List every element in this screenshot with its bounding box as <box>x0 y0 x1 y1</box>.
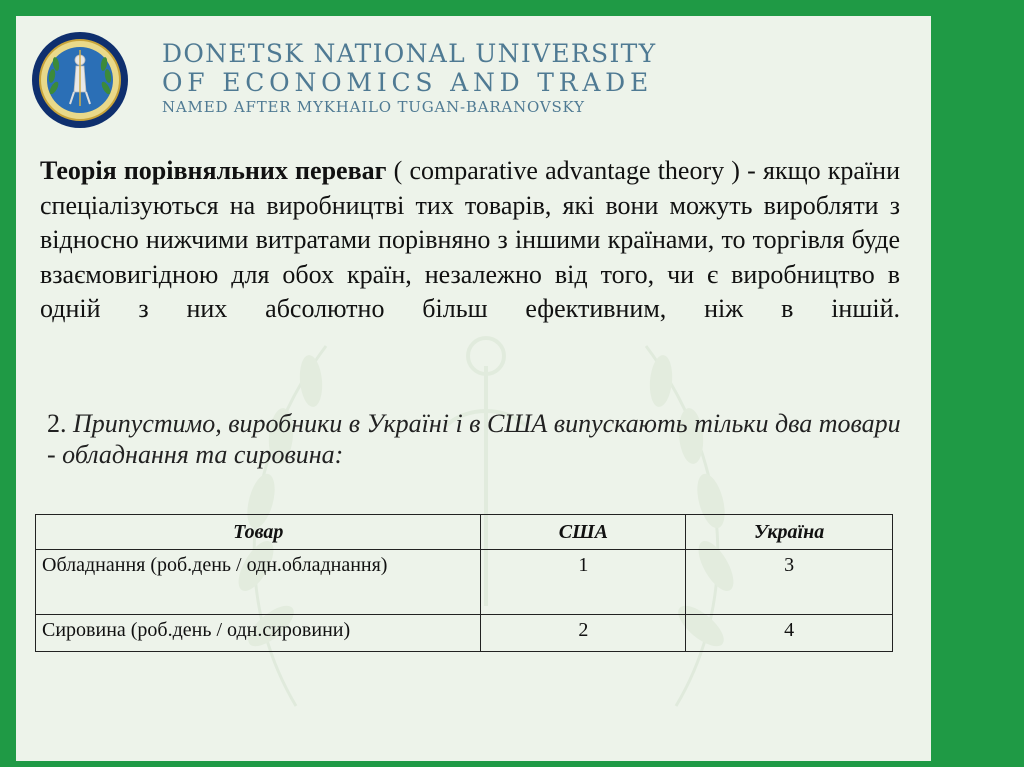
definition-paragraph <box>40 154 900 327</box>
university-name-line3: NAMED AFTER MYKHAILO TUGAN-BARANOVSKY <box>162 98 585 116</box>
table-cell-ukraine: 3 <box>686 550 893 615</box>
university-name <box>162 41 656 115</box>
university-name-line2: OF ECONOMICS AND TRADE <box>162 68 654 97</box>
university-seal-icon <box>30 30 130 130</box>
table-header-cell: Україна <box>686 515 893 550</box>
header <box>16 16 931 146</box>
table-header-cell: Товар <box>36 515 481 550</box>
table-cell-usa: 2 <box>481 615 686 652</box>
table-header-row <box>36 515 893 550</box>
table-row <box>36 615 893 652</box>
table-cell-ukraine: 4 <box>686 615 893 652</box>
assumption-paragraph <box>47 408 907 470</box>
table-cell-label: Сировина (роб.день / одн.сировини) <box>36 615 481 652</box>
cost-comparison-table <box>35 514 893 652</box>
table-cell-label: Обладнання (роб.день / одн.обладнання) <box>36 550 481 615</box>
slide-content-panel <box>16 16 931 761</box>
assumption-text: Припустимо, виробники в Україні і в США випускають тільки два товари - обладнання та сировина: <box>47 409 901 469</box>
university-name-line1: DONETSK NATIONAL UNIVERSITY <box>162 39 657 68</box>
definition-text: ( comparative advantage theory ) - якщо країни спеціалізуються на виробництві тих товарів, які вони можуть виробляти з відносно нижчими витратами порівняно з іншими країнами, то торгівля буде взаємовигідною для обох країн, незалежно від того, чи є виробництво в одній з них абсолютно більш ефективним, ніж в іншій. <box>40 156 901 324</box>
assumption-number: 2. <box>47 409 67 438</box>
table-cell-usa: 1 <box>481 550 686 615</box>
table-row <box>36 550 893 615</box>
definition-term: Теорія порівняльних переваг <box>40 156 387 185</box>
table-header-cell: США <box>481 515 686 550</box>
